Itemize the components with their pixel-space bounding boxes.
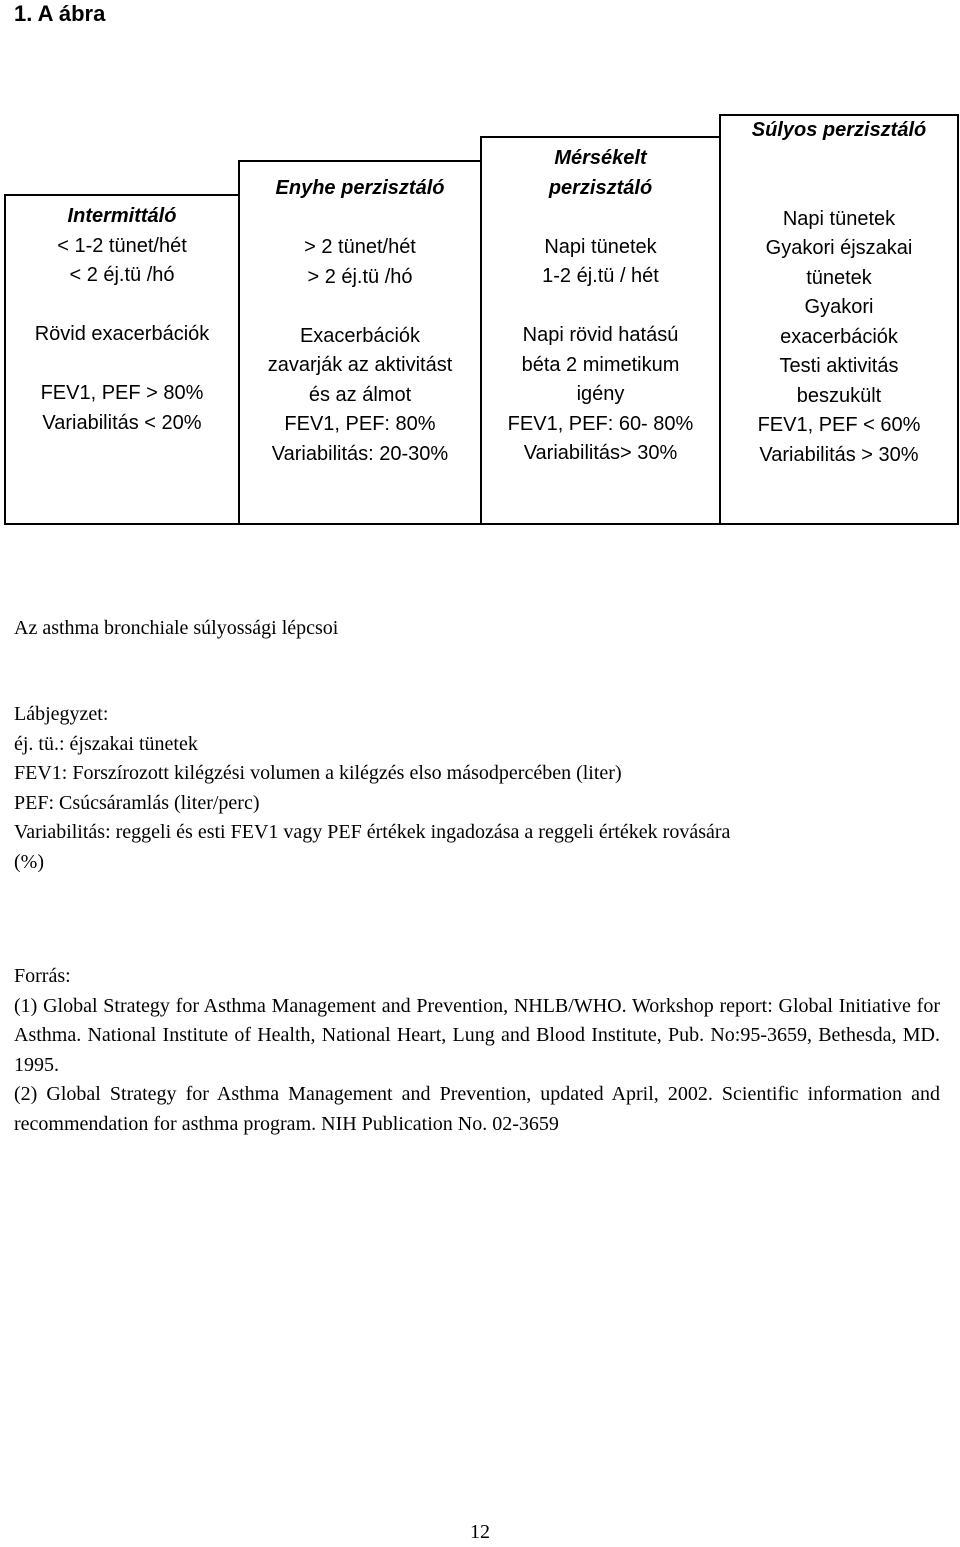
step-line: Napi tünetek [782, 207, 896, 230]
step-line: Variabilitás> 30% [523, 442, 678, 464]
source-reference: (1) Global Strategy for Asthma Management and Prevention, NHLB/WHO. Workshop report: Global Initiative for Asthma. National Institute of Health, National Heart, Lung and Blood Institute, Pub. No:95-3659, Bethesda, MD. 1995. [14, 994, 940, 1076]
step-line: Gyakori éjszakai [765, 237, 913, 259]
step-line: FEV1, PEF < 60% [757, 414, 921, 436]
step-line: Rövid exacerbációk [34, 323, 210, 345]
step-line: béta 2 mimetikum [521, 353, 680, 376]
footnote-title: Lábjegyzet: [14, 703, 109, 725]
step-line: Napi tünetek [544, 235, 657, 258]
footnote-line: éj. tü.: éjszakai tünetek [14, 732, 198, 755]
severity-staircase [0, 0, 960, 540]
step-line: Napi rövid hatású [522, 324, 679, 346]
step-severe-persistent [719, 116, 959, 470]
spacer [480, 292, 721, 322]
step-line: zavarják az aktivitást [267, 354, 453, 376]
step-line: tünetek [806, 266, 872, 289]
step-mild-persistent [238, 174, 482, 469]
spacer [238, 204, 482, 234]
sources-title: Forrás: [14, 965, 71, 987]
step-line: 1-2 éj.tü / hét [542, 265, 659, 287]
page-number: 12 [470, 1521, 490, 1543]
step-line: exacerbációk [780, 325, 898, 348]
spacer [719, 175, 959, 205]
step-line: FEV1, PEF > 80% [40, 382, 204, 404]
step-line: > 2 éj.tü /hó [307, 265, 413, 288]
step-line: < 2 éj.tü /hó [69, 264, 175, 286]
footnote-line: (%) [14, 850, 44, 873]
step-heading: Súlyos perzisztáló [751, 119, 927, 141]
step-line: < 1-2 tünet/hét [57, 234, 187, 257]
footnote-block [14, 700, 954, 877]
source-reference: (2) Global Strategy for Asthma Management and Prevention, updated April, 2002. Scientific information and recommendation for asthma program. NIH Publication No. 02-3659 [14, 1083, 940, 1135]
step-line: igény [576, 383, 625, 405]
spacer [238, 292, 482, 322]
step-line: és az álmot [308, 383, 412, 406]
step-line: FEV1, PEF: 80% [284, 413, 436, 435]
sources-block [14, 962, 940, 1139]
step-heading: Enyhe perzisztáló [275, 177, 445, 199]
spacer [480, 203, 721, 233]
spacer [4, 291, 240, 321]
figure-title: 1. A ábra [14, 1, 106, 26]
spacer [719, 146, 959, 176]
footnote-line: Variabilitás: reggeli és esti FEV1 vagy PEF értékek ingadozása a reggeli értékek rovására [14, 821, 731, 843]
step-heading: Intermittáló [67, 205, 177, 227]
step-heading: perzisztáló [548, 176, 653, 199]
step-line: Variabilitás > 30% [759, 443, 919, 466]
step-line: FEV1, PEF: 60- 80% [507, 412, 694, 435]
step-intermittent [4, 202, 240, 438]
step-line: Variabilitás: 20-30% [271, 442, 449, 465]
step-line: beszukült [796, 384, 882, 407]
step-heading: Mérsékelt [554, 147, 647, 169]
footnote-line: PEF: Csúcsáramlás (liter/perc) [14, 791, 260, 814]
footnote-line: FEV1: Forszírozott kilégzési volumen a kilégzés elso másodpercében (liter) [14, 762, 622, 784]
spacer [4, 350, 240, 380]
step-line: Testi aktivitás [779, 355, 899, 377]
step-line: Variabilitás < 20% [42, 411, 202, 434]
figure-caption: Az asthma bronchiale súlyossági lépcsoi [14, 617, 339, 639]
step-moderate-persistent [480, 144, 721, 469]
step-line: > 2 tünet/hét [304, 236, 416, 258]
step-line: Exacerbációk [299, 324, 421, 347]
step-line: Gyakori [804, 296, 874, 318]
